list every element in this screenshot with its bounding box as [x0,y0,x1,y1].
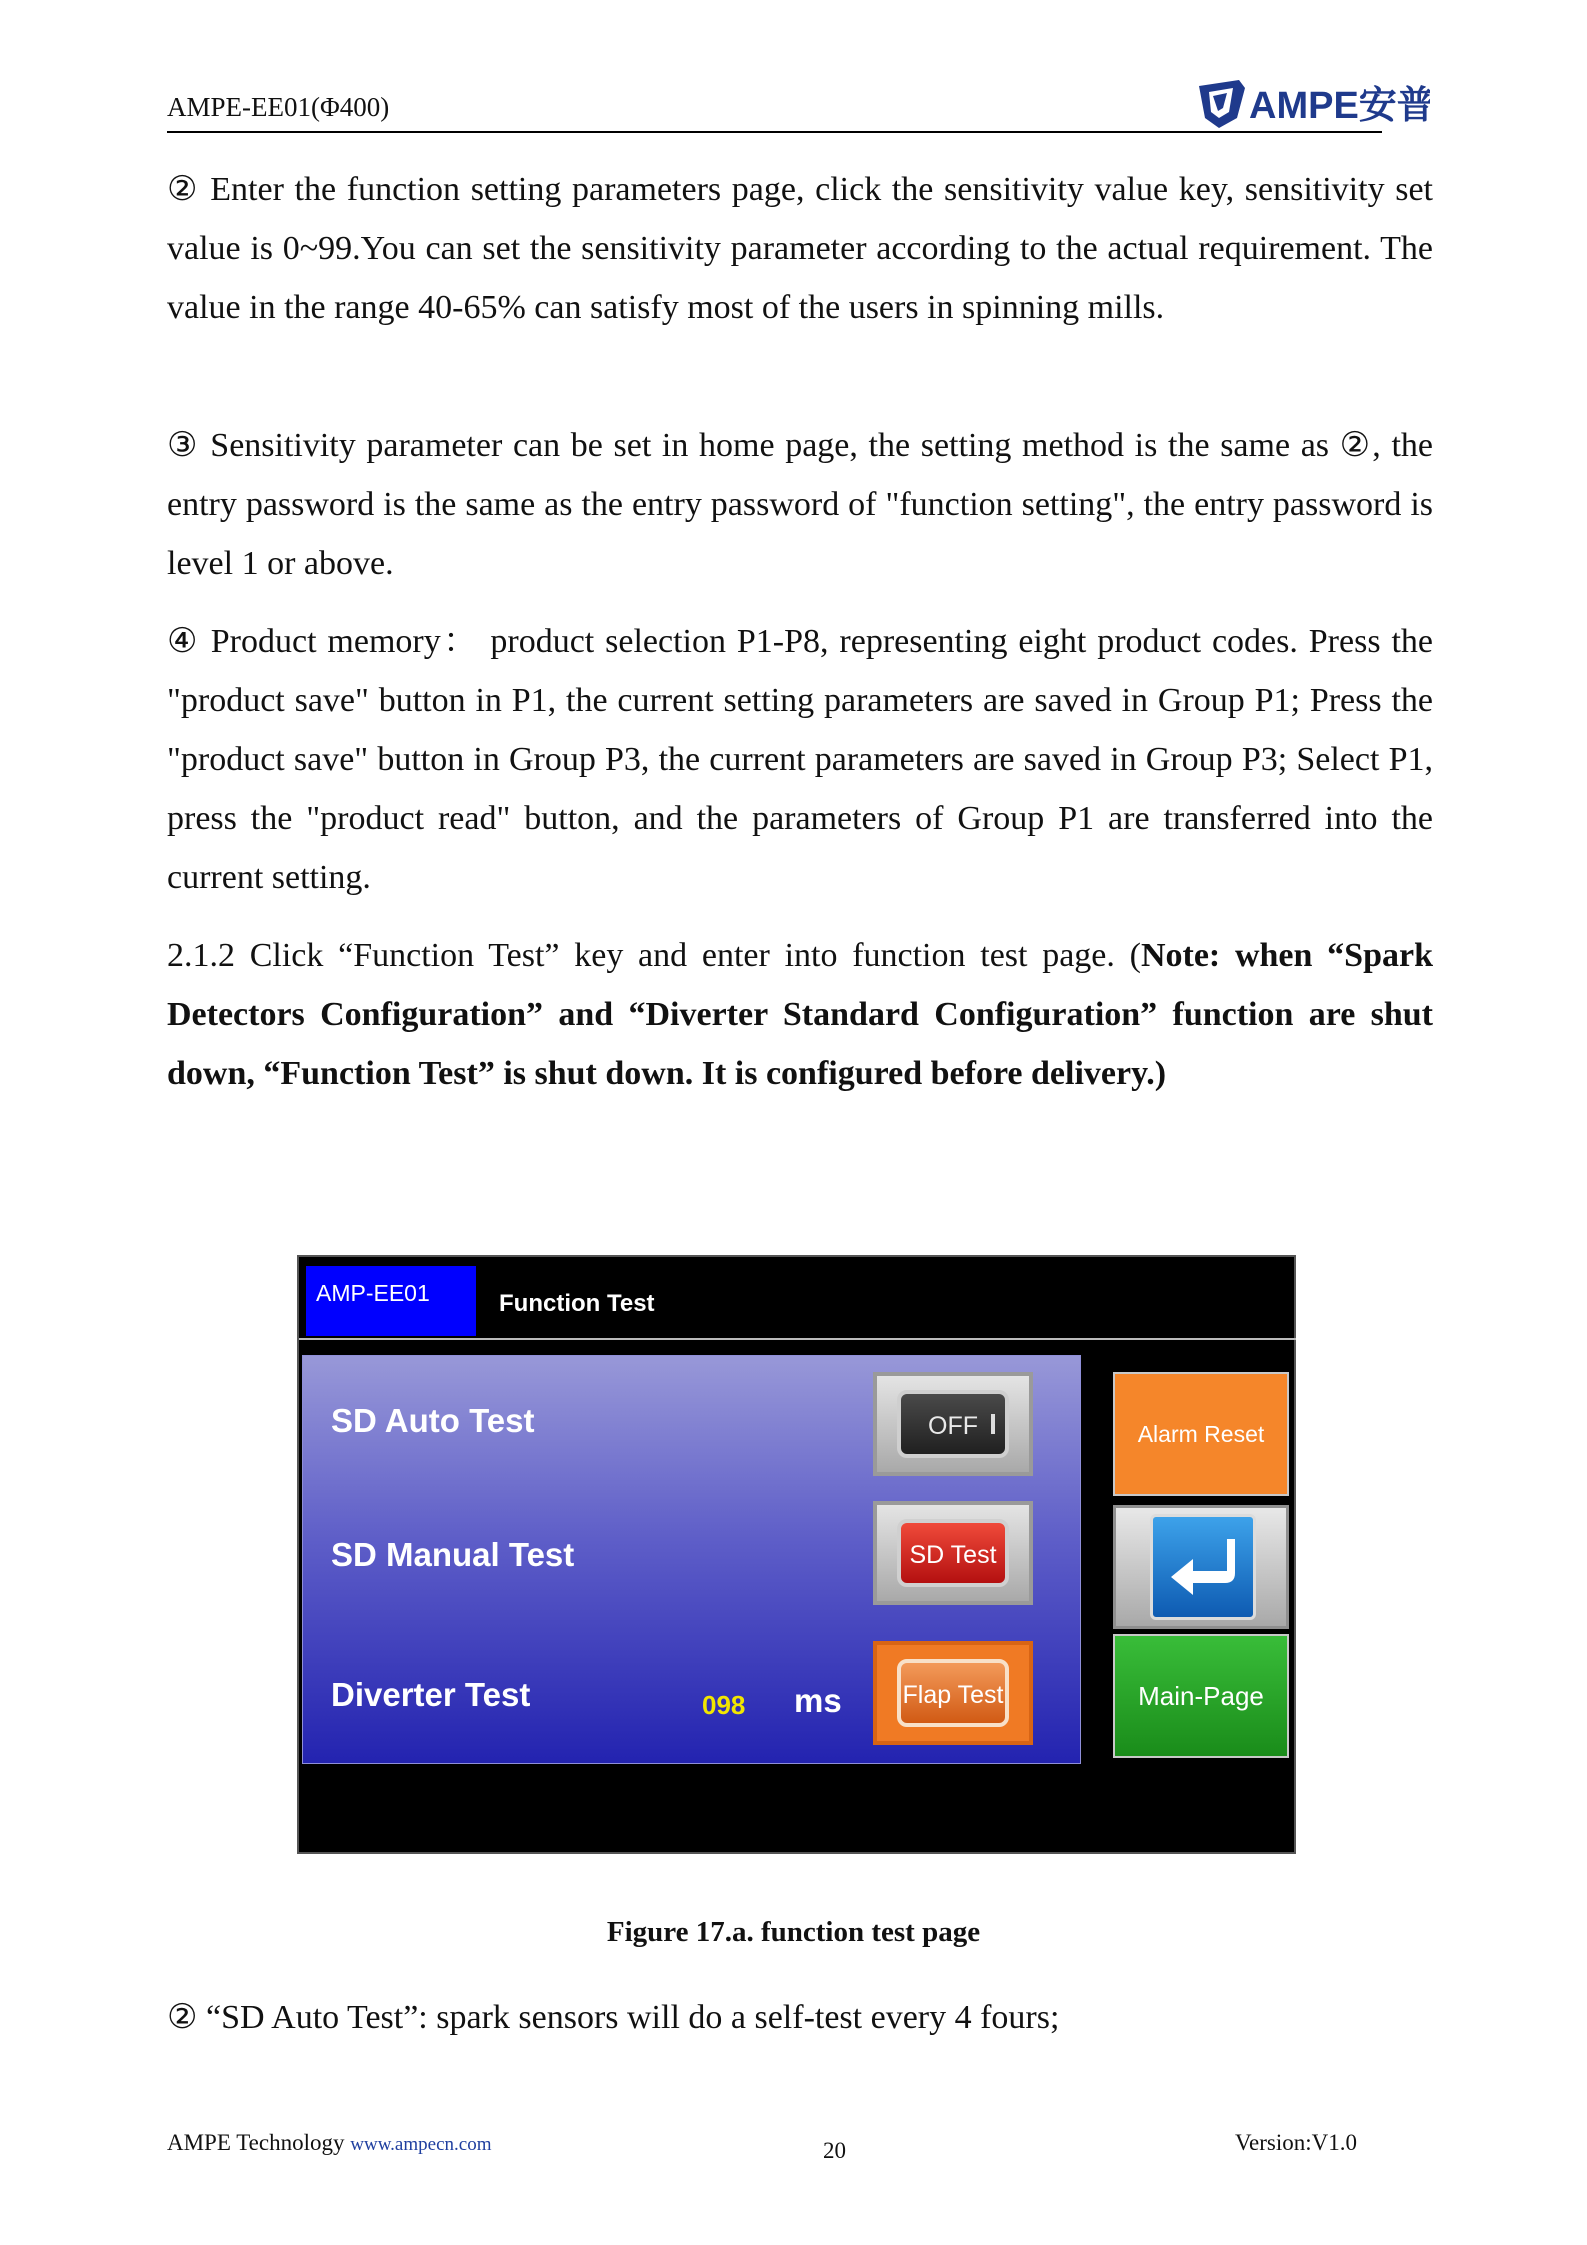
paragraph-sensitivity-setting: ② Enter the function setting parameters page, click the sensitivity value key, sensitivity set value is 0~99.You can set the sensitivity parameter according to the actual requirement. The value in the range 40-65% can satisfy most of the users in spinning mills. [167,171,1433,326]
flap-test-button[interactable]: Flap Test [897,1659,1009,1727]
footer-company [167,2130,491,2156]
back-button-face [1150,1514,1256,1620]
toggle-indicator-icon [991,1414,995,1434]
diverter-time-value[interactable]: 098 [702,1690,746,1720]
hmi-brand-label: AMP-EE01 [306,1266,476,1336]
hmi-title-separator [299,1338,1296,1340]
page-number: 20 [823,2138,846,2163]
diverter-test-label: Diverter Test [331,1676,531,1713]
footer-version: Version:V1.0 [1235,2130,1358,2155]
footer-url-link[interactable]: www.ampecn.com [350,2134,492,2155]
footer-company-name: AMPE Technology [167,2130,345,2155]
back-button[interactable] [1113,1505,1289,1629]
main-page-button[interactable]: Main-Page [1113,1634,1289,1758]
sd-auto-test-label: SD Auto Test [331,1402,535,1439]
paragraph-home-page-sensitivity: ③ Sensitivity parameter can be set in home page, the setting method is the same as ②, the entry password is the same as the entry password of "function setting", the entry password is level 1 or above. [167,427,1433,582]
toggle-state-label: OFF [928,1412,978,1440]
logo-shield-icon [1199,80,1245,128]
figure-caption: Figure 17.a. function test page [606,1916,981,1948]
hmi-function-test-screenshot [297,1255,1296,1854]
hmi-page-title: Function Test [499,1290,655,1317]
paragraph-product-memory: ④ Product memory： product selection P1-P8, representing eight product codes. Press the "product save" button in P1, the current setting parameters are saved in Group P1; Press the "product save" button in Group P3, the current parameters are saved in Group P3; Select P1, press the "product read" button, and the parameters of Group P1 are transferred into the current setting. [167,623,1433,896]
hmi-test-panel [302,1355,1081,1764]
company-logo [1195,78,1430,130]
function-test-intro: 2.1.2 Click “Function Test” key and enter into function test page. ( [167,937,1141,974]
sd-test-button[interactable]: SD Test [897,1519,1009,1587]
alarm-reset-button[interactable]: Alarm Reset [1113,1372,1289,1496]
paragraph-function-test [167,926,1433,1103]
sd-auto-test-toggle-bezel [873,1372,1033,1476]
paragraph-sd-auto-test: ② “SD Auto Test”: spark sensors will do a self-test every 4 fours; [167,1999,1060,2036]
flap-test-button-bezel [873,1641,1033,1745]
return-arrow-icon [1165,1533,1243,1603]
function-test-note: Note: when “Spark Detectors Configuration” and “Diverter Standard Configuration” function are shut down, “Function Test” is shut down. It is configured before delivery.) [167,937,1433,1092]
sd-auto-test-toggle[interactable] [897,1390,1009,1458]
sd-manual-test-label: SD Manual Test [331,1536,575,1573]
diverter-time-unit: ms [794,1682,842,1719]
logo-wordmark: AMPE安普 [1249,85,1430,127]
sd-test-button-bezel [873,1501,1033,1605]
header-rule [167,131,1382,133]
document-header-title: AMPE-EE01(Φ400) [167,92,390,122]
